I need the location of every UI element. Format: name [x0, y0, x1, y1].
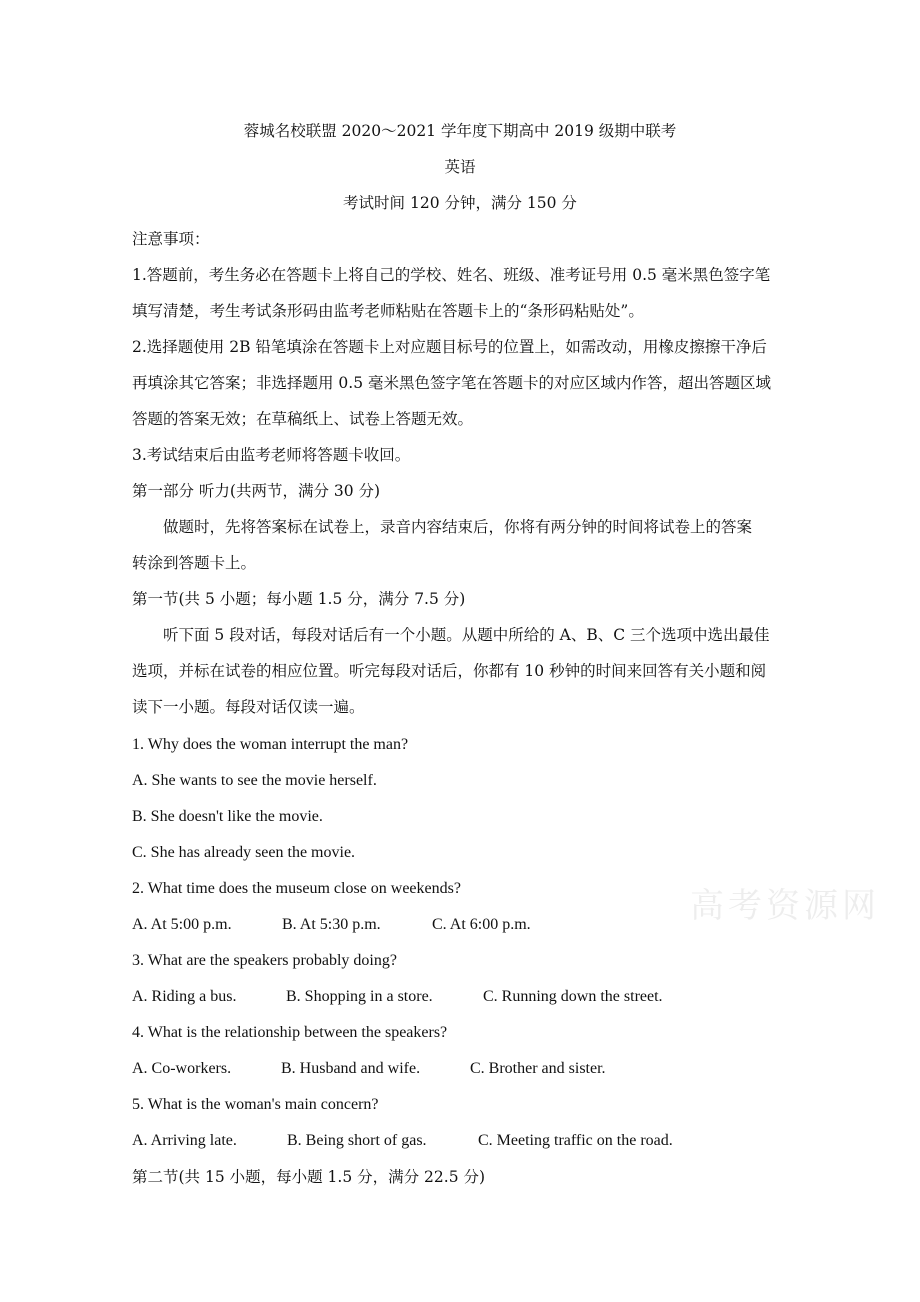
exam-title: 蓉城名校联盟 2020～2021 学年度下期高中 2019 级期中联考 — [243, 122, 677, 140]
question-3-option-c: C. Running down the street. — [483, 988, 663, 1005]
section1-heading: 第一节(共 5 小题；每小题 1.5 分，满分 7.5 分) — [132, 590, 466, 608]
question-4-option-c: C. Brother and sister. — [470, 1060, 606, 1077]
section1-intro-line: 听下面 5 段对话，每段对话后有一个小题。从题中所给的 A、B、C 三个选项中选出最佳 — [163, 626, 770, 644]
section1-intro-line: 读下一小题。每段对话仅读一遍。 — [132, 698, 365, 716]
question-2-option-c: C. At 6:00 p.m. — [432, 916, 531, 933]
exam-subject: 英语 — [444, 158, 476, 176]
part1-intro-line: 做题时，先将答案标在试卷上，录音内容结束后，你将有两分钟的时间将试卷上的答案 — [163, 518, 753, 536]
notice-heading: 注意事项： — [132, 230, 210, 248]
notice-line: 答题的答案无效；在草稿纸上、试卷上答题无效。 — [132, 410, 474, 428]
question-1-option-b: B. She doesn't like the movie. — [132, 808, 323, 825]
question-1-option-a: A. She wants to see the movie herself. — [132, 772, 377, 789]
section2-heading: 第二节(共 15 小题，每小题 1.5 分，满分 22.5 分) — [132, 1168, 486, 1186]
question-5-option-a: A. Arriving late. — [132, 1132, 237, 1149]
part1-heading: 第一部分 听力(共两节，满分 30 分) — [132, 482, 381, 500]
notice-line: 3.考试结束后由监考老师将答题卡收回。 — [132, 446, 411, 464]
question-1: 1. Why does the woman interrupt the man? — [132, 736, 409, 753]
question-4: 4. What is the relationship between the speakers? — [132, 1024, 448, 1041]
question-3-option-a: A. Riding a bus. — [132, 988, 237, 1005]
section1-intro-line: 选项，并标在试卷的相应位置。听完每段对话后，你都有 10 秒钟的时间来回答有关小题和阅 — [132, 662, 767, 680]
notice-line: 再填涂其它答案；非选择题用 0.5 毫米黑色签字笔在答题卡的对应区域内作答，超出答题区域 — [132, 374, 772, 392]
watermark-text: 高考资源网 — [690, 886, 880, 926]
question-4-option-b: B. Husband and wife. — [281, 1060, 421, 1077]
question-2-option-b: B. At 5:30 p.m. — [282, 916, 381, 933]
part1-intro-line: 转涂到答题卡上。 — [132, 554, 257, 572]
exam-time-info: 考试时间 120 分钟，满分 150 分 — [343, 194, 577, 212]
question-2-option-a: A. At 5:00 p.m. — [132, 916, 232, 933]
question-4-option-a: A. Co-workers. — [132, 1060, 232, 1077]
notice-line: 1.答题前，考生务必在答题卡上将自己的学校、姓名、班级、准考证号用 0.5 毫米黑色签字笔 — [132, 266, 771, 284]
question-2: 2. What time does the museum close on weekends? — [132, 880, 461, 897]
question-5: 5. What is the woman's main concern? — [132, 1096, 379, 1113]
question-5-option-c: C. Meeting traffic on the road. — [478, 1132, 673, 1149]
notice-line: 2.选择题使用 2B 铅笔填涂在答题卡上对应题目标号的位置上，如需改动，用橡皮擦擦干净后 — [132, 338, 767, 356]
notice-line: 填写清楚，考生考试条形码由监考老师粘贴在答题卡上的“条形码粘贴处”。 — [132, 302, 644, 320]
question-1-option-c: C. She has already seen the movie. — [132, 844, 356, 861]
question-3: 3. What are the speakers probably doing? — [132, 952, 397, 969]
question-3-option-b: B. Shopping in a store. — [286, 988, 433, 1005]
question-5-option-b: B. Being short of gas. — [287, 1132, 427, 1149]
